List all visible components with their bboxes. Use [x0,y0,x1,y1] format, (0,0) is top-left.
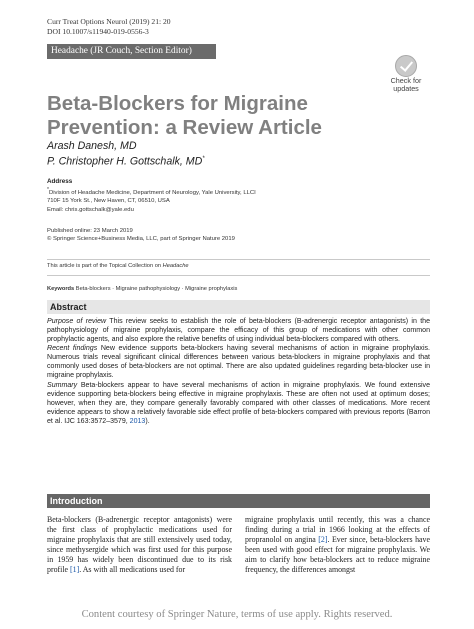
collection-topic: Headache [162,263,189,269]
author-email[interactable]: Email: chris.gottschalk@yale.edu [47,206,134,213]
reference-link-1[interactable]: [1] [70,565,80,575]
reference-link-2[interactable]: [2] [318,535,328,545]
copyright-footer: Content courtesy of Springer Nature, terms of use apply. Rights reserved. [81,609,393,620]
keywords [47,286,237,292]
published-date: Published online: 23 March 2019 [47,228,133,234]
title-line-1: Beta-Blockers for Migraine [47,92,308,115]
intro-column-right: migraine prophylaxis until recently, this was a chance finding during a trial in 1966 looking at the effects of propranolol on angina [2]. Ever since, beta-blockers have been used with good effect for migraine prophylaxis. We aim to clarify how beta-blockers act to reduce migraine frequency, the differences amongst [245,515,431,575]
doi: DOI 10.1007/s11940-019-0556-3 [47,26,149,36]
citation-link[interactable]: 2013 [129,417,146,425]
author-2[interactable]: P. Christopher H. Gottschalk, MD* [47,155,205,168]
address-block: *Division of Headache Medicine, Department of Neurology, Yale University, LLCI 710F 15 York St., New Haven, CT, 06510, USA Email: chris.gottschalk@yale.edu [47,186,307,214]
copyright-notice: © Springer Science+Business Media, LLC, part of Springer Nature 2019 [47,236,235,243]
publication-info [47,227,235,244]
abstract-body [47,317,430,426]
abstract-purpose: Purpose of review This review seeks to establish the role of beta-blockers (B-adrenergic receptor antagonists) in the pathophysiology of migraine prophylaxis, compare the efficacy of this group of medications with other common prophylactic agents, and also explore the relative benefits of using individual beta-blockers compared with others. [47,318,430,344]
check-updates-label: Check for updates [390,76,422,93]
title-line-2: Prevention: a Review Article [47,116,322,139]
author-list [47,140,205,169]
address-marker: * [47,187,49,193]
journal-citation: Curr Treat Options Neurol (2019) 21: 20 [47,17,171,26]
author-1[interactable]: Arash Danesh, MD [47,140,137,152]
abstract-summary: Summary Beta-blockers appear to have several mechanisms of action in migraine prophylaxis. We found extensive evidence supporting beta-blockers being effective in migraine prophylaxis. These are often not used at optimum doses; however, when they are, they compare generally favorably compared with other classes of medications. More recent evidence appears to show a relatively favorable side effect profile of beta-blockers compared with previous reports (Barron et al. IJC 163:3572–3579, 2013). [47,381,430,425]
article-title [47,92,377,140]
intro-column-left: Beta-blockers (B-adrenergic receptor antagonists) were the first class of prophylactic medications used for migraine prophylaxis that are still extensively used today, since methysergide which was first used for this purpose in 1959 has widely been discontinued due to its risk profile [1]. As with all medications used for [47,515,232,575]
keywords-text: Beta-blockers · Migraine pathophysiology · Migraine prophylaxis [75,286,238,292]
abstract-heading: Abstract [47,300,430,314]
check-icon [395,55,417,77]
keywords-label: Keywords [47,286,75,292]
author-affiliation-marker: * [202,156,205,162]
divider [47,275,430,276]
address-heading: Address [47,178,73,185]
section-label: Headache (JR Couch, Section Editor) [47,44,216,59]
check-for-updates-button[interactable] [383,55,429,97]
introduction-heading: Introduction [47,494,430,508]
divider [47,259,430,260]
journal-reference [47,17,171,36]
abstract-findings: Recent findings New evidence supports beta-blockers having several mechanisms of action in migraine prophylaxis. Numerous trials reveal significant clinical differences between various beta-blockers in migraine prophylaxis and that commonly used doses of beta-blockers are not optimal. There are also updated guidelines regarding beta-blocker use in migraine prophylaxis. [47,345,430,380]
topical-collection: This article is part of the Topical Collection on Headache [47,263,189,269]
